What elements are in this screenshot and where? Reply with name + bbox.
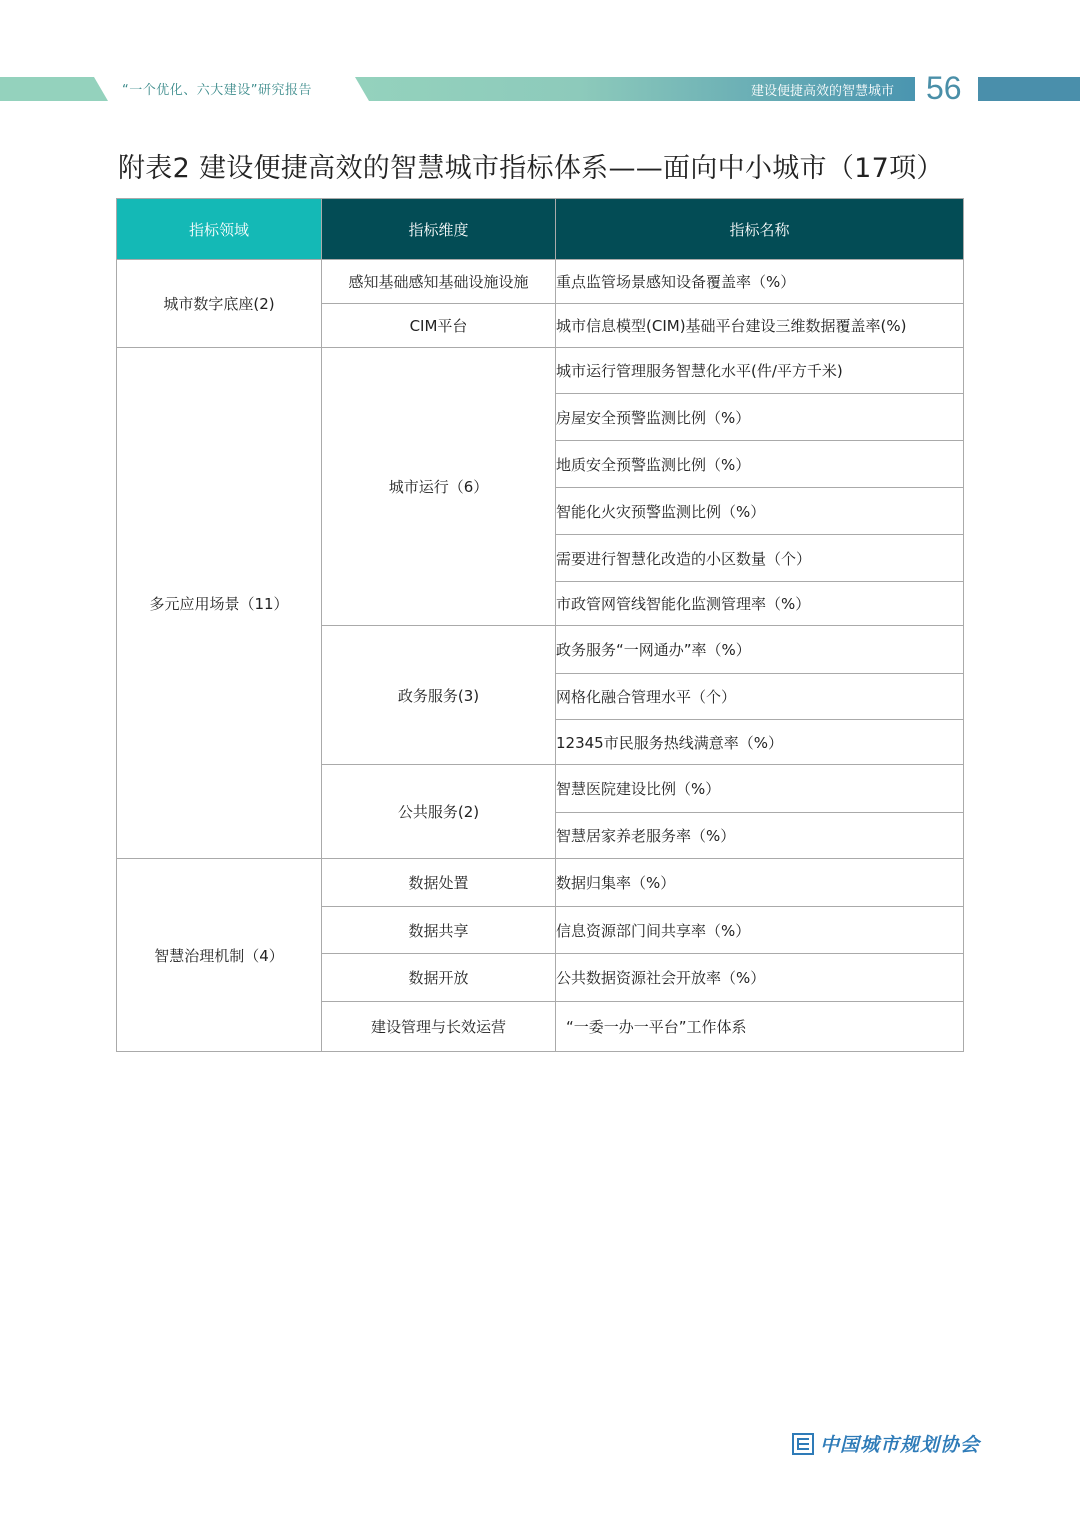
domain-cell: 智慧治理机制（4） bbox=[117, 859, 322, 1052]
indicator-name-cell: 房屋安全预警监测比例（%） bbox=[556, 394, 964, 441]
indicator-name-cell: 城市信息模型(CIM)基础平台建设三维数据覆盖率(%) bbox=[556, 304, 964, 348]
indicator-name-cell: 智慧医院建设比例（%） bbox=[556, 765, 964, 813]
organization-name: 中国城市规划协会 bbox=[820, 1434, 981, 1456]
page-number: 56 bbox=[926, 70, 962, 106]
page-title: 附表2 建设便捷高效的智慧城市指标体系——面向中小城市（17项） bbox=[118, 153, 944, 184]
indicator-name-cell: 智慧居家养老服务率（%） bbox=[556, 813, 964, 859]
dimension-cell: 数据处置 bbox=[322, 859, 556, 907]
indicator-name-cell: 地质安全预警监测比例（%） bbox=[556, 441, 964, 488]
dimension-cell: 城市运行（6） bbox=[322, 348, 556, 626]
indicator-name-cell: 城市运行管理服务智慧化水平(件/平方千米) bbox=[556, 348, 964, 394]
dimension-cell: CIM平台 bbox=[322, 304, 556, 348]
indicator-name-cell: 政务服务“一网通办”率（%） bbox=[556, 626, 964, 674]
column-header-dimension: 指标维度 bbox=[322, 199, 556, 260]
dimension-cell: 建设管理与长效运营 bbox=[322, 1002, 556, 1052]
report-title: “一个优化、六大建设”研究报告 bbox=[122, 83, 312, 98]
domain-cell: 多元应用场景（11） bbox=[117, 348, 322, 859]
column-header-domain: 指标领域 bbox=[117, 199, 322, 260]
page-header bbox=[0, 70, 1080, 106]
table-row bbox=[117, 260, 964, 304]
indicator-table bbox=[116, 198, 964, 1052]
indicator-name-cell: 12345市民服务热线满意率（%） bbox=[556, 720, 964, 765]
indicator-name-cell: 重点监管场景感知设备覆盖率（%） bbox=[556, 260, 964, 304]
indicator-name-cell: 市政管网管线智能化监测管理率（%） bbox=[556, 582, 964, 626]
table-row bbox=[117, 859, 964, 907]
association-logo-icon bbox=[792, 1433, 814, 1455]
dimension-cell: 数据共享 bbox=[322, 907, 556, 954]
domain-cell: 城市数字底座(2) bbox=[117, 260, 322, 348]
table-header-row bbox=[117, 199, 964, 260]
dimension-cell: 政务服务(3) bbox=[322, 626, 556, 765]
section-title: 建设便捷高效的智慧城市 bbox=[750, 84, 894, 99]
indicator-name-cell: “一委一办一平台”工作体系 bbox=[556, 1002, 964, 1052]
dimension-cell: 数据开放 bbox=[322, 954, 556, 1002]
header-right-band bbox=[978, 77, 1080, 101]
header-left-band bbox=[0, 77, 108, 101]
indicator-name-cell: 智能化火灾预警监测比例（%） bbox=[556, 488, 964, 535]
indicator-name-cell: 需要进行智慧化改造的小区数量（个） bbox=[556, 535, 964, 582]
dimension-cell: 感知基础感知基础设施设施 bbox=[322, 260, 556, 304]
dimension-cell: 公共服务(2) bbox=[322, 765, 556, 859]
indicator-name-cell: 数据归集率（%） bbox=[556, 859, 964, 907]
table-row bbox=[117, 348, 964, 394]
indicator-name-cell: 信息资源部门间共享率（%） bbox=[556, 907, 964, 954]
indicator-name-cell: 网格化融合管理水平（个） bbox=[556, 674, 964, 720]
indicator-name-cell: 公共数据资源社会开放率（%） bbox=[556, 954, 964, 1002]
column-header-name: 指标名称 bbox=[556, 199, 964, 260]
footer-logo bbox=[792, 1430, 980, 1457]
